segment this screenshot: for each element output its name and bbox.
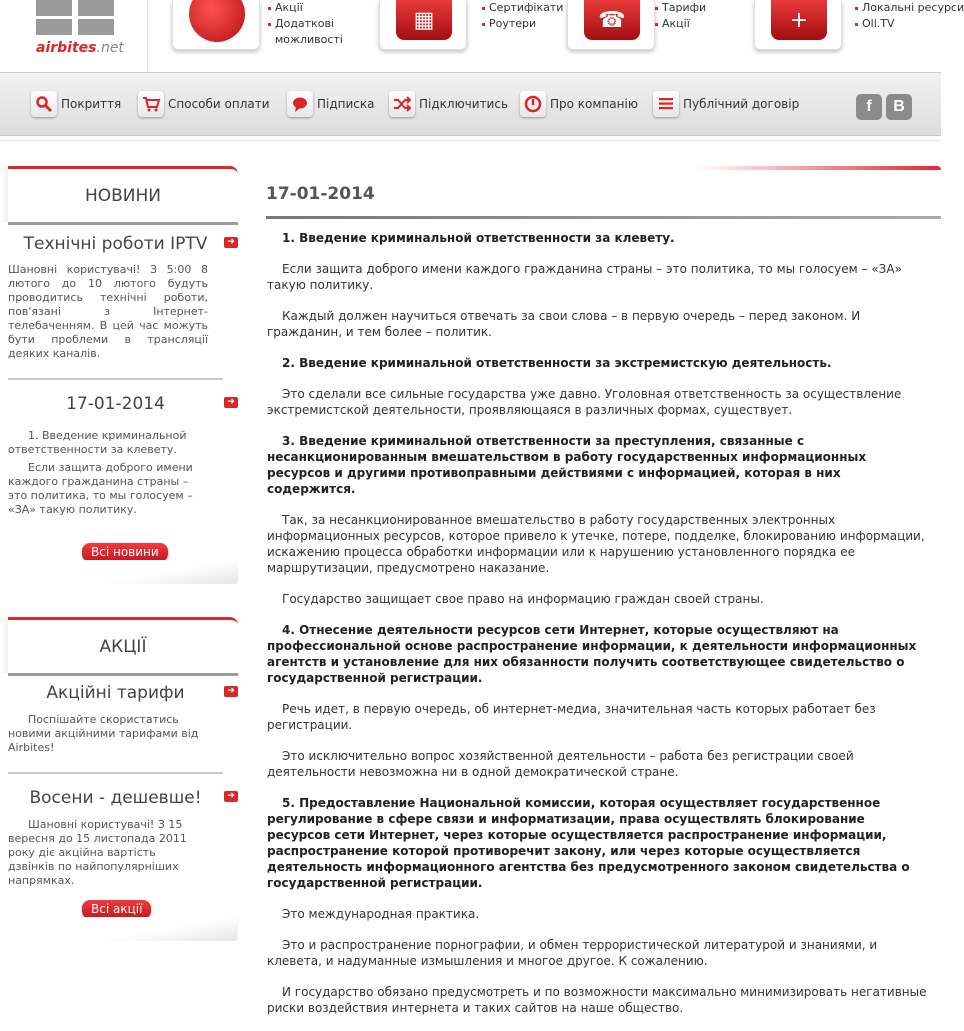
promo-links-1 bbox=[268, 0, 343, 48]
head-shade bbox=[0, 619, 8, 673]
promo-link[interactable]: Акції bbox=[268, 0, 343, 16]
article-heading: 4. Отнесение деятельности ресурсов сети Интернет, которые осуществляют на профессиональной основе распространение информации, к деятельности информационных агентств и установление для них обязанности получить соответствующее свидетельство о государственной регистрации. bbox=[267, 623, 917, 685]
news-item-title[interactable]: 17-01-2014 bbox=[66, 394, 165, 414]
nav-item-payment[interactable] bbox=[138, 91, 270, 117]
news-item-title[interactable]: Технічні роботи IPTV bbox=[23, 234, 208, 254]
main-nav bbox=[0, 72, 941, 136]
news-block bbox=[0, 166, 240, 596]
divider bbox=[0, 140, 941, 141]
action-item-title[interactable]: Восени - дешевше! bbox=[29, 788, 202, 808]
article-paragraph: Речь идет, в первую очередь, об интернет-медиа, значительная часть которых работает без регистрации. bbox=[267, 702, 876, 732]
promo-links-3 bbox=[655, 0, 706, 32]
action-item-text: Шановні користувачі! З 15 вересня до 15 листопада 2011 року діє акційна вартість дзвінків по найпопулярніших напрямках. bbox=[8, 818, 187, 887]
promo-link[interactable]: Додаткові bbox=[268, 16, 343, 32]
promo-link[interactable]: Локальні ресурси bbox=[855, 0, 964, 16]
logo-grid-icon bbox=[36, 0, 116, 36]
nav-label: Способи оплати bbox=[168, 97, 270, 111]
nav-item-subscribe[interactable] bbox=[287, 91, 375, 117]
nav-label: Публічний договір bbox=[683, 97, 800, 111]
promo-link[interactable]: Сертифікати bbox=[482, 0, 563, 16]
page-curl bbox=[60, 917, 238, 941]
promo-badge-icon bbox=[189, 0, 245, 42]
head-shade bbox=[0, 168, 8, 222]
nav-item-contract[interactable] bbox=[653, 91, 799, 117]
article-heading: 1. Введение криминальной ответственности за клевету. bbox=[282, 231, 675, 245]
nav-label: Підписка bbox=[317, 97, 375, 111]
promo-link[interactable]: Тарифи bbox=[655, 0, 706, 16]
actions-block bbox=[0, 617, 240, 947]
logo-text: airbites.net bbox=[36, 40, 124, 56]
all-actions-button[interactable]: Всі акції bbox=[82, 900, 151, 919]
article-paragraph: Государство защищает свое право на информацию граждан своей страны. bbox=[282, 592, 764, 606]
arrow-right-icon[interactable]: ➜ bbox=[224, 237, 238, 248]
promo-card-shop[interactable] bbox=[379, 0, 467, 50]
header-accent-bar bbox=[696, 166, 941, 170]
chat-icon bbox=[287, 91, 313, 117]
article-paragraph: Это исключительно вопрос хозяйственной деятельности – работа без регистрации своей деятельности невозможна ни в одной демократической стране. bbox=[267, 749, 854, 779]
header-rule bbox=[266, 216, 941, 219]
cart-glyph-icon: ▦ bbox=[413, 8, 435, 33]
nav-item-connect[interactable] bbox=[389, 91, 508, 117]
promo-link[interactable]: Роутери bbox=[482, 16, 563, 32]
news-separator bbox=[8, 378, 223, 380]
article-body bbox=[267, 230, 927, 1031]
article-paragraph: Если защита доброго имени каждого гражданина страны – это политика, то мы голосуем – «ЗА» такую политику. bbox=[267, 262, 902, 292]
article-date: 17-01-2014 bbox=[266, 184, 375, 204]
nav-item-about[interactable] bbox=[520, 91, 638, 117]
promo-card-extras[interactable] bbox=[754, 0, 842, 50]
cart-icon bbox=[138, 91, 164, 117]
page-curl bbox=[60, 560, 238, 584]
facebook-icon[interactable]: f bbox=[856, 94, 882, 120]
all-news-button[interactable]: Всі новини bbox=[82, 543, 168, 562]
nav-item-coverage[interactable] bbox=[31, 91, 121, 117]
info-icon bbox=[520, 91, 546, 117]
promo-links-2 bbox=[482, 0, 563, 32]
article-heading: 2. Введение криминальной ответственности за экстремистскую деятельность. bbox=[282, 356, 832, 370]
news-item-text: Шановні користувачі! З 5:00 8 лютого до 10 лютого будуть проводитись технічні роботи, пов'язані з Інтернет-телебаченням. В цей час можуть бути проблеми в трансляції деяких каналів. bbox=[8, 263, 208, 360]
actions-header bbox=[8, 617, 238, 673]
arrow-right-icon[interactable]: ➜ bbox=[224, 686, 238, 697]
arrow-right-icon[interactable]: ➜ bbox=[224, 397, 238, 408]
article-paragraph: И государство обязано предусмотреть и по возможности максимально минимизировать негативные риски воздействия интернета и таких сайтов на наше общество. bbox=[267, 985, 927, 1015]
promo-card-voip[interactable] bbox=[567, 0, 655, 50]
plus-glyph-icon: + bbox=[789, 8, 809, 33]
actions-separator bbox=[8, 772, 223, 774]
news-title: НОВИНИ bbox=[84, 186, 162, 206]
article-paragraph: Это и распространение порнографии, и обмен террористической литературой и знаниями, и клевета, и надуманные измышления и многое другое. К сожалению. bbox=[267, 938, 878, 968]
article-heading: 5. Предоставление Национальной комиссии, которая осуществляет государственное регулирование в сфере связи и информатизации, права осуществлять блокирование ресурсов сети Интернет, через которые осуществляется распространение информации, распространение которой противоречит закону, или через которые осуществляется деятельность информационного агентства без предусмотренного законом свидетельства о государственной регистрации. bbox=[267, 796, 910, 890]
promo-link[interactable]: можливості bbox=[275, 33, 343, 46]
article-paragraph: Каждый должен научиться отвечать за свои слова – в первую очередь – перед законом. И гражданин, и тем более – политик. bbox=[267, 309, 861, 339]
news-item-text: 1. Введение криминальной ответственности за клевету. bbox=[8, 429, 187, 456]
logo-divider bbox=[147, 0, 148, 72]
news-header bbox=[8, 166, 238, 222]
article-header bbox=[266, 166, 941, 220]
promo-link[interactable]: Акції bbox=[655, 16, 706, 32]
article-paragraph: Так, за несанкционированное вмешательство в работу государственных электронных информационных ресурсов, которое привело к утечке, потере, подделке, блокированию информации, искажению процесса обработки информации или к нарушению установленного порядка ее маршрутизации, предусмотрено наказание. bbox=[267, 513, 925, 575]
actions-title: АКЦІЇ bbox=[99, 637, 147, 657]
nav-label: Про компанію bbox=[550, 97, 638, 111]
arrow-right-icon[interactable]: ➜ bbox=[224, 791, 238, 802]
logo[interactable] bbox=[36, 0, 124, 60]
list-icon bbox=[653, 91, 679, 117]
article-paragraph: Это сделали все сильные государства уже давно. Уголовная ответственность за осуществление экстремистской деятельности, проявляющаяся в различных формах, существует. bbox=[267, 387, 902, 417]
article-paragraph: Это международная практика. bbox=[282, 907, 480, 921]
news-item-text: Если защита доброго имени каждого гражданина страны – это политика, то мы голосуем – «ЗА» такую политику. bbox=[8, 461, 193, 516]
shuffle-icon bbox=[389, 91, 415, 117]
promo-link[interactable]: Oll.TV bbox=[855, 16, 964, 32]
action-item-text: Поспішайте скористатись новими акційними тарифами від Airbites! bbox=[8, 713, 199, 754]
search-icon bbox=[31, 91, 57, 117]
top-header bbox=[0, 0, 964, 72]
vkontakte-icon[interactable]: B bbox=[886, 94, 912, 120]
nav-label: Підключитись bbox=[419, 97, 509, 111]
article-heading: 3. Введение криминальной ответственности за преступления, связанные с несанкционированным вмешательством в работу государственных информационных ресурсов и другими противоправными действиями с информацией, которая в них содержится. bbox=[267, 434, 867, 496]
phone-glyph-icon: ☎ bbox=[598, 8, 626, 33]
promo-links-4 bbox=[855, 0, 964, 32]
promo-card-actions[interactable] bbox=[172, 0, 260, 50]
nav-label: Покриття bbox=[61, 97, 122, 111]
action-item-title[interactable]: Акційні тарифи bbox=[46, 683, 185, 703]
